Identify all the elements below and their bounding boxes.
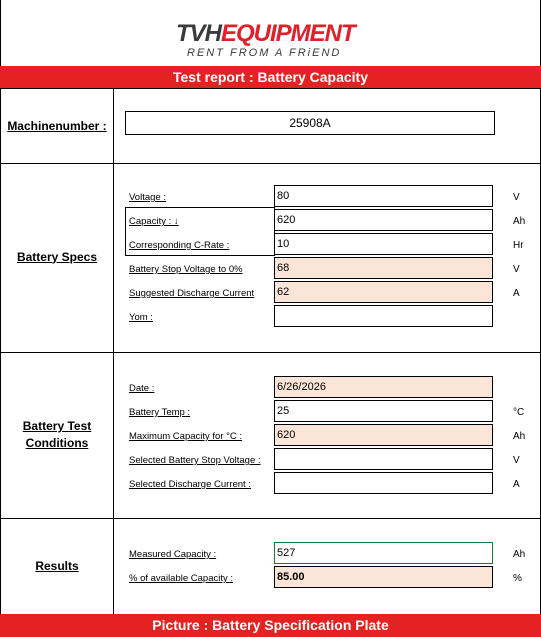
selected-stop-voltage-label: Selected Battery Stop Voltage : — [129, 455, 261, 466]
voltage-label: Voltage : — [129, 192, 166, 203]
machine-label: Machinenumber : — [7, 118, 107, 133]
discharge-current-unit: A — [513, 288, 520, 299]
c-rate-unit: Hr — [513, 240, 524, 251]
brand-right: EQUIPMENT — [221, 20, 355, 47]
date-field[interactable]: 6/26/2026 — [274, 376, 493, 398]
capacity-unit: Ah — [513, 216, 526, 227]
selected-discharge-current-label: Selected Discharge Current : — [129, 479, 251, 490]
battery-specs-label: Battery Specs — [16, 249, 98, 264]
brand-left: TVH — [176, 20, 221, 47]
battery-temp-label: Battery Temp : — [129, 407, 191, 418]
test-conditions-label: Battery Test Conditions — [22, 419, 92, 450]
results-label: Results — [35, 558, 79, 573]
stop-voltage-field[interactable]: 68 — [274, 257, 493, 279]
capacity-field[interactable]: 620 — [274, 209, 493, 231]
date-label: Date : — [129, 383, 155, 394]
available-capacity-field[interactable]: 85.00 — [274, 566, 493, 588]
max-capacity-field[interactable]: 620 — [274, 424, 493, 446]
stop-voltage-unit: V — [513, 264, 520, 275]
voltage-unit: V — [513, 192, 520, 203]
results-section — [0, 518, 541, 615]
max-capacity-label: Maximum Capacity for °C : — [129, 431, 243, 442]
test-conditions-label-cell — [1, 352, 114, 518]
selected-stop-voltage-unit: V — [513, 455, 520, 466]
battery-specs-section — [0, 162, 541, 353]
battery-temp-unit: °C — [513, 407, 525, 418]
stop-voltage-label: Battery Stop Voltage to 0% — [129, 264, 243, 275]
discharge-current-label: Suggested Discharge Current — [129, 288, 255, 299]
selected-discharge-current-unit: A — [513, 479, 520, 490]
results-label-cell — [1, 518, 114, 614]
battery-specs-label-cell — [1, 162, 114, 352]
capacity-label: Capacity : ↓ — [129, 216, 179, 227]
machine-number-field[interactable]: 25908A — [125, 111, 495, 135]
max-capacity-unit: Ah — [513, 431, 526, 442]
selected-discharge-current-field[interactable] — [274, 472, 493, 494]
available-capacity-label: % of available Capacity : — [129, 573, 234, 584]
selected-stop-voltage-field[interactable] — [274, 448, 493, 470]
brand-tagline: RENT FROM A FRiEND — [187, 47, 342, 59]
title-banner: Test report : Battery Capacity — [0, 66, 541, 88]
bottom-banner: Picture : Battery Specification Plate — [0, 614, 541, 637]
machine-section — [0, 88, 541, 164]
discharge-current-field[interactable]: 62 — [274, 281, 493, 303]
brand-logo — [176, 20, 355, 48]
yom-field[interactable] — [274, 305, 493, 327]
c-rate-field[interactable]: 10 — [274, 233, 493, 255]
battery-temp-field[interactable]: 25 — [274, 400, 493, 422]
machine-label-cell — [1, 89, 114, 163]
logo-area — [0, 0, 541, 66]
yom-label: Yom : — [129, 312, 153, 323]
measured-capacity-label: Measured Capacity : — [129, 549, 217, 560]
measured-capacity-field[interactable]: 527 — [274, 542, 493, 564]
test-conditions-section — [0, 352, 541, 519]
c-rate-label: Corresponding C-Rate : — [129, 240, 230, 251]
measured-capacity-unit: Ah — [513, 549, 526, 560]
voltage-field[interactable]: 80 — [274, 185, 493, 207]
available-capacity-unit: % — [513, 573, 522, 584]
